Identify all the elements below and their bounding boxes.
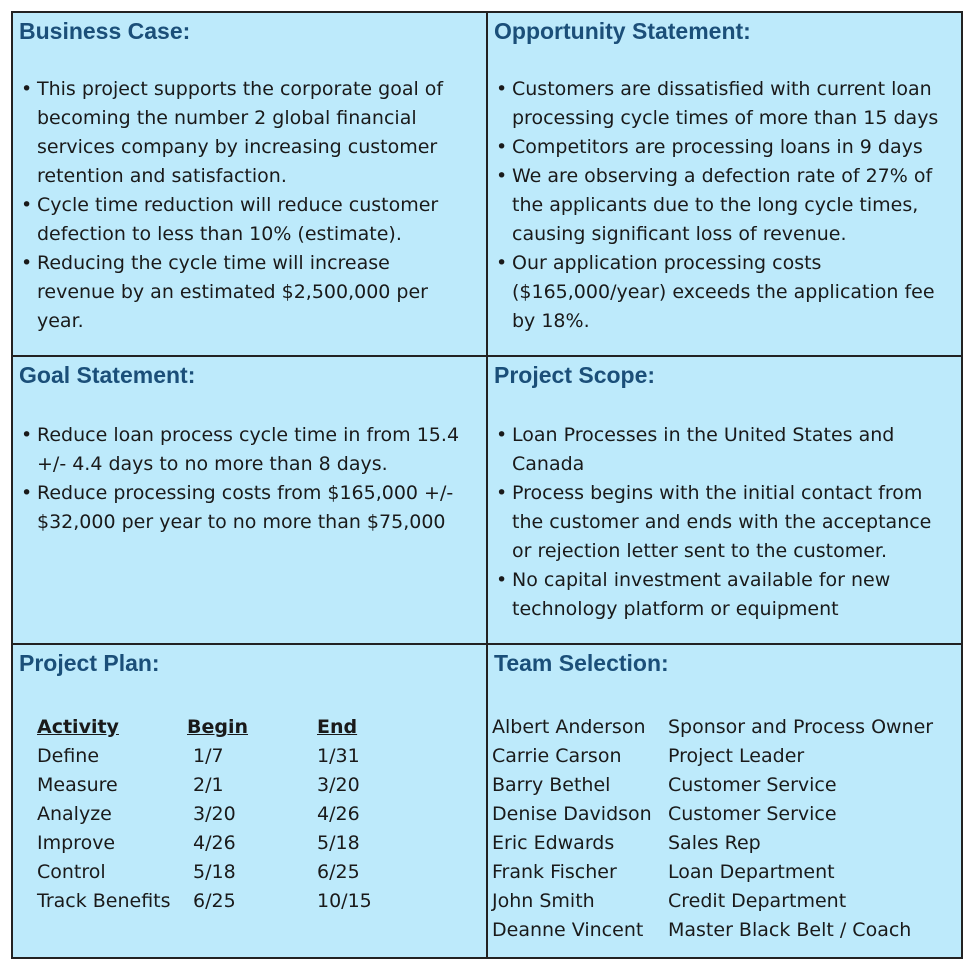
table-row (492, 829, 933, 858)
list-item: • Cycle time reduction will reduce customer defection to less than 10% (estimate). (19, 191, 459, 249)
member-role: Customer Service (668, 774, 837, 796)
list-item: • Loan Processes in the United States and Canada (494, 421, 940, 479)
member-name: Frank Fischer (492, 861, 617, 883)
project-charter (11, 11, 963, 959)
activity-cell: Analyze (37, 803, 112, 825)
member-name: Albert Anderson (492, 716, 646, 738)
begin-cell: 5/18 (193, 861, 236, 883)
list-item: • Process begins with the initial contact from the customer and ends with the acceptance or rejection letter sent to the customer. (494, 479, 940, 566)
business-case-list (19, 75, 459, 336)
business-case-panel (13, 13, 488, 357)
opportunity-statement-heading: Opportunity Statement: (494, 18, 751, 44)
project-plan-panel (13, 645, 488, 957)
column-header-activity: Activity (37, 716, 119, 738)
table-row (37, 742, 397, 771)
activity-cell: Measure (37, 774, 118, 796)
activity-cell: Improve (37, 832, 116, 854)
project-scope-panel (488, 357, 961, 645)
member-role: Credit Department (668, 890, 847, 912)
member-name: John Smith (492, 890, 595, 912)
business-case-heading: Business Case: (19, 18, 191, 44)
member-name: Barry Bethel (492, 774, 611, 796)
opportunity-statement-list (494, 75, 946, 336)
table-row (492, 771, 933, 800)
goal-statement-panel (13, 357, 488, 645)
table-row (37, 887, 397, 916)
end-cell: 6/25 (317, 861, 360, 883)
member-role: Customer Service (668, 803, 837, 825)
table-row (492, 800, 933, 829)
list-item: • We are observing a defection rate of 27% of the applicants due to the long cycle times, causing significant loss of revenue. (494, 162, 946, 249)
begin-cell: 2/1 (193, 774, 224, 796)
begin-cell: 3/20 (193, 803, 236, 825)
member-role: Loan Department (668, 861, 835, 883)
team-selection-panel (488, 645, 961, 957)
table-row (492, 713, 933, 742)
team-selection-table (492, 713, 933, 945)
activity-cell: Track Benefits (37, 890, 171, 912)
list-item: • No capital investment available for new technology platform or equipment (494, 566, 940, 624)
end-cell: 1/31 (317, 745, 360, 767)
member-role: Sponsor and Process Owner (668, 716, 934, 738)
member-name: Denise Davidson (492, 803, 652, 825)
end-cell: 10/15 (317, 890, 372, 912)
goal-statement-heading: Goal Statement: (19, 362, 196, 388)
table-row (37, 771, 397, 800)
goal-statement-list (19, 421, 467, 537)
member-name: Eric Edwards (492, 832, 615, 854)
activity-cell: Define (37, 745, 100, 767)
table-row (37, 829, 397, 858)
column-header-begin: Begin (187, 716, 249, 738)
member-name: Carrie Carson (492, 745, 622, 767)
project-plan-table (37, 713, 397, 916)
list-item: • Reduce loan process cycle time in from 15.4 +/- 4.4 days to no more than 8 days. (19, 421, 467, 479)
project-scope-heading: Project Scope: (494, 362, 656, 388)
table-row (492, 858, 933, 887)
end-cell: 5/18 (317, 832, 360, 854)
list-item: • Reduce processing costs from $165,000 +/- $32,000 per year to no more than $75,000 (19, 479, 467, 537)
table-row (492, 742, 933, 771)
end-cell: 4/26 (317, 803, 360, 825)
project-scope-list (494, 421, 940, 624)
project-plan-heading: Project Plan: (19, 650, 160, 676)
begin-cell: 4/26 (193, 832, 236, 854)
begin-cell: 1/7 (193, 745, 224, 767)
member-name: Deanne Vincent (492, 919, 644, 941)
end-cell: 3/20 (317, 774, 360, 796)
list-item: • Our application processing costs ($165,000/year) exceeds the application fee by 18%. (494, 249, 946, 336)
list-item: • This project supports the corporate goal of becoming the number 2 global financial services company by increasing customer retention and satisfaction. (19, 75, 459, 191)
table-header-row (37, 713, 397, 742)
table-row (492, 916, 933, 945)
member-role: Project Leader (668, 745, 805, 767)
member-role: Sales Rep (668, 832, 761, 854)
opportunity-statement-panel (488, 13, 961, 357)
activity-cell: Control (37, 861, 106, 883)
list-item: • Reducing the cycle time will increase revenue by an estimated $2,500,000 per year. (19, 249, 459, 336)
team-selection-heading: Team Selection: (494, 650, 669, 676)
begin-cell: 6/25 (193, 890, 236, 912)
table-row (37, 858, 397, 887)
list-item: • Competitors are processing loans in 9 days (494, 133, 946, 162)
column-header-end: End (317, 716, 358, 738)
list-item: • Customers are dissatisfied with current loan processing cycle times of more than 15 days (494, 75, 946, 133)
table-row (37, 800, 397, 829)
table-row (492, 887, 933, 916)
member-role: Master Black Belt / Coach (668, 919, 912, 941)
